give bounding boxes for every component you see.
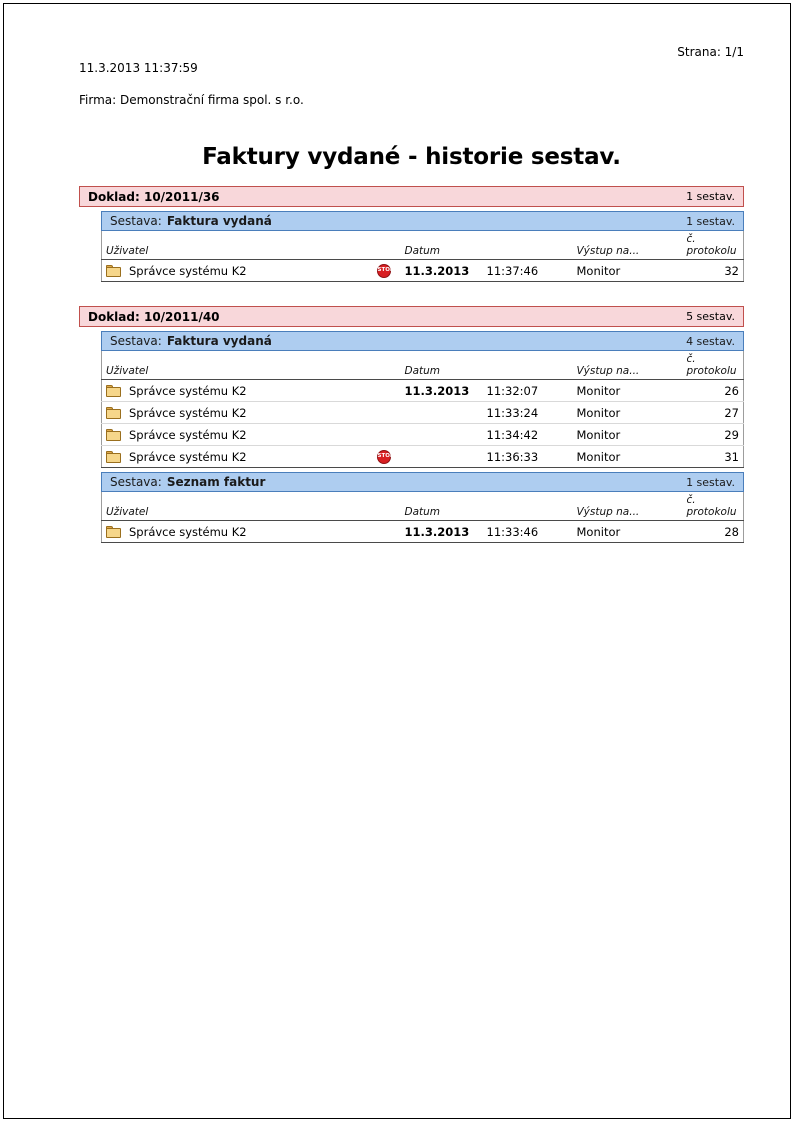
user-name: Správce systému K2 (129, 449, 247, 464)
cell-protocol: 29 (683, 424, 744, 446)
cell-status (367, 446, 401, 468)
folder-icon (106, 526, 121, 538)
cell-protocol: 27 (683, 402, 744, 424)
doklad-label: Doklad: 10/2011/40 (88, 309, 220, 324)
cell-protocol: 26 (683, 380, 744, 402)
cell-date: 11.3.2013 (401, 260, 483, 282)
report-table (101, 492, 744, 543)
cell-output: Monitor (573, 424, 683, 446)
col-header-protocol: č. protokolu (683, 351, 744, 380)
print-datetime: 11.3.2013 11:37:59 (79, 61, 198, 75)
doklad-count: 1 sestav. (686, 190, 735, 203)
sestava-header[interactable] (101, 331, 744, 351)
sestava-title-wrap (110, 334, 272, 348)
table-header-row (102, 231, 744, 260)
cell-date: 11.3.2013 (401, 380, 483, 402)
cell-user (102, 521, 367, 543)
cell-date (401, 424, 483, 446)
user-cell-wrap (106, 264, 363, 278)
cell-time: 11:33:46 (483, 521, 573, 543)
report-table (101, 231, 744, 282)
sestava-header[interactable] (101, 211, 744, 231)
folder-icon (106, 407, 121, 419)
folder-icon (106, 385, 121, 397)
doklad-count: 5 sestav. (686, 310, 735, 323)
col-header-time (483, 231, 573, 260)
user-cell-wrap (106, 384, 363, 398)
sestava-count: 4 sestav. (686, 334, 735, 348)
sestava-count: 1 sestav. (686, 475, 735, 489)
table-header-row (102, 351, 744, 380)
col-header-date: Datum (401, 231, 483, 260)
block-spacer (79, 288, 744, 306)
user-name: Správce systému K2 (129, 427, 247, 442)
cell-date (401, 402, 483, 424)
col-header-protocol: č. protokolu (683, 231, 744, 260)
cell-output: Monitor (573, 260, 683, 282)
sestava-header[interactable] (101, 472, 744, 492)
col-header-date: Datum (401, 492, 483, 521)
cell-date (401, 446, 483, 468)
stop-icon: STOP (377, 450, 391, 464)
report-table (101, 351, 744, 468)
doklad-label: Doklad: 10/2011/36 (88, 189, 220, 204)
report-page (3, 3, 791, 1119)
user-name: Správce systému K2 (129, 263, 247, 278)
cell-time: 11:36:33 (483, 446, 573, 468)
cell-time: 11:37:46 (483, 260, 573, 282)
col-header-protocol: č. protokolu (683, 492, 744, 521)
sestava-title-wrap (110, 214, 272, 228)
cell-output: Monitor (573, 380, 683, 402)
cell-user (102, 402, 367, 424)
cell-output: Monitor (573, 521, 683, 543)
cell-user (102, 424, 367, 446)
table-row[interactable] (102, 260, 744, 282)
col-header-user: Uživatel (102, 351, 367, 380)
col-header-status (367, 231, 401, 260)
col-header-time (483, 351, 573, 380)
page-title: Faktury vydané - historie sestav. (202, 144, 621, 170)
col-header-user: Uživatel (102, 492, 367, 521)
user-name: Správce systému K2 (129, 524, 247, 539)
col-header-status (367, 492, 401, 521)
sestava-name: Seznam faktur (166, 475, 266, 489)
cell-protocol: 32 (683, 260, 744, 282)
cell-status (367, 402, 401, 424)
col-header-date: Datum (401, 351, 483, 380)
user-name: Správce systému K2 (129, 405, 247, 420)
table-header-row (102, 492, 744, 521)
folder-icon (106, 265, 121, 277)
sestava-group (101, 211, 744, 282)
table-row[interactable] (102, 446, 744, 468)
col-header-time (483, 492, 573, 521)
cell-time: 11:32:07 (483, 380, 573, 402)
sestava-name: Faktura vydaná (166, 334, 272, 348)
cell-time: 11:33:24 (483, 402, 573, 424)
sestava-prefix: Sestava: (110, 214, 162, 228)
cell-status (367, 424, 401, 446)
user-cell-wrap (106, 428, 363, 442)
user-name: Správce systému K2 (129, 383, 247, 398)
doklad-block (79, 186, 744, 282)
page-number: Strana: 1/1 (677, 45, 744, 59)
page-content (79, 44, 744, 549)
sestava-group (101, 472, 744, 543)
header-left (79, 44, 304, 124)
company-name: Firma: Demonstrační firma spol. s r.o. (79, 93, 304, 107)
table-row[interactable] (102, 521, 744, 543)
cell-output: Monitor (573, 402, 683, 424)
sestava-name: Faktura vydaná (166, 214, 272, 228)
col-header-user: Uživatel (102, 231, 367, 260)
blocks-container (79, 186, 744, 543)
cell-user (102, 380, 367, 402)
page-header (79, 44, 744, 124)
cell-time: 11:34:42 (483, 424, 573, 446)
cell-status (367, 380, 401, 402)
user-cell-wrap (106, 525, 363, 539)
col-header-status (367, 351, 401, 380)
sestava-prefix: Sestava: (110, 475, 162, 489)
sestava-title-wrap (110, 475, 265, 489)
cell-status (367, 260, 401, 282)
col-header-output: Výstup na... (573, 351, 683, 380)
sestava-group (101, 331, 744, 468)
table-row[interactable] (102, 380, 744, 402)
stop-icon: STOP (377, 264, 391, 278)
cell-user (102, 260, 367, 282)
cell-user (102, 446, 367, 468)
user-cell-wrap (106, 450, 363, 464)
cell-protocol: 31 (683, 446, 744, 468)
sestava-count: 1 sestav. (686, 214, 735, 228)
doklad-header[interactable] (79, 186, 744, 207)
cell-protocol: 28 (683, 521, 744, 543)
col-header-output: Výstup na... (573, 492, 683, 521)
doklad-header[interactable] (79, 306, 744, 327)
user-cell-wrap (106, 406, 363, 420)
table-row[interactable] (102, 424, 744, 446)
cell-date: 11.3.2013 (401, 521, 483, 543)
col-header-output: Výstup na... (573, 231, 683, 260)
sestava-prefix: Sestava: (110, 334, 162, 348)
folder-icon (106, 429, 121, 441)
doklad-block (79, 306, 744, 543)
folder-icon (106, 451, 121, 463)
cell-output: Monitor (573, 446, 683, 468)
cell-status (367, 521, 401, 543)
table-row[interactable] (102, 402, 744, 424)
